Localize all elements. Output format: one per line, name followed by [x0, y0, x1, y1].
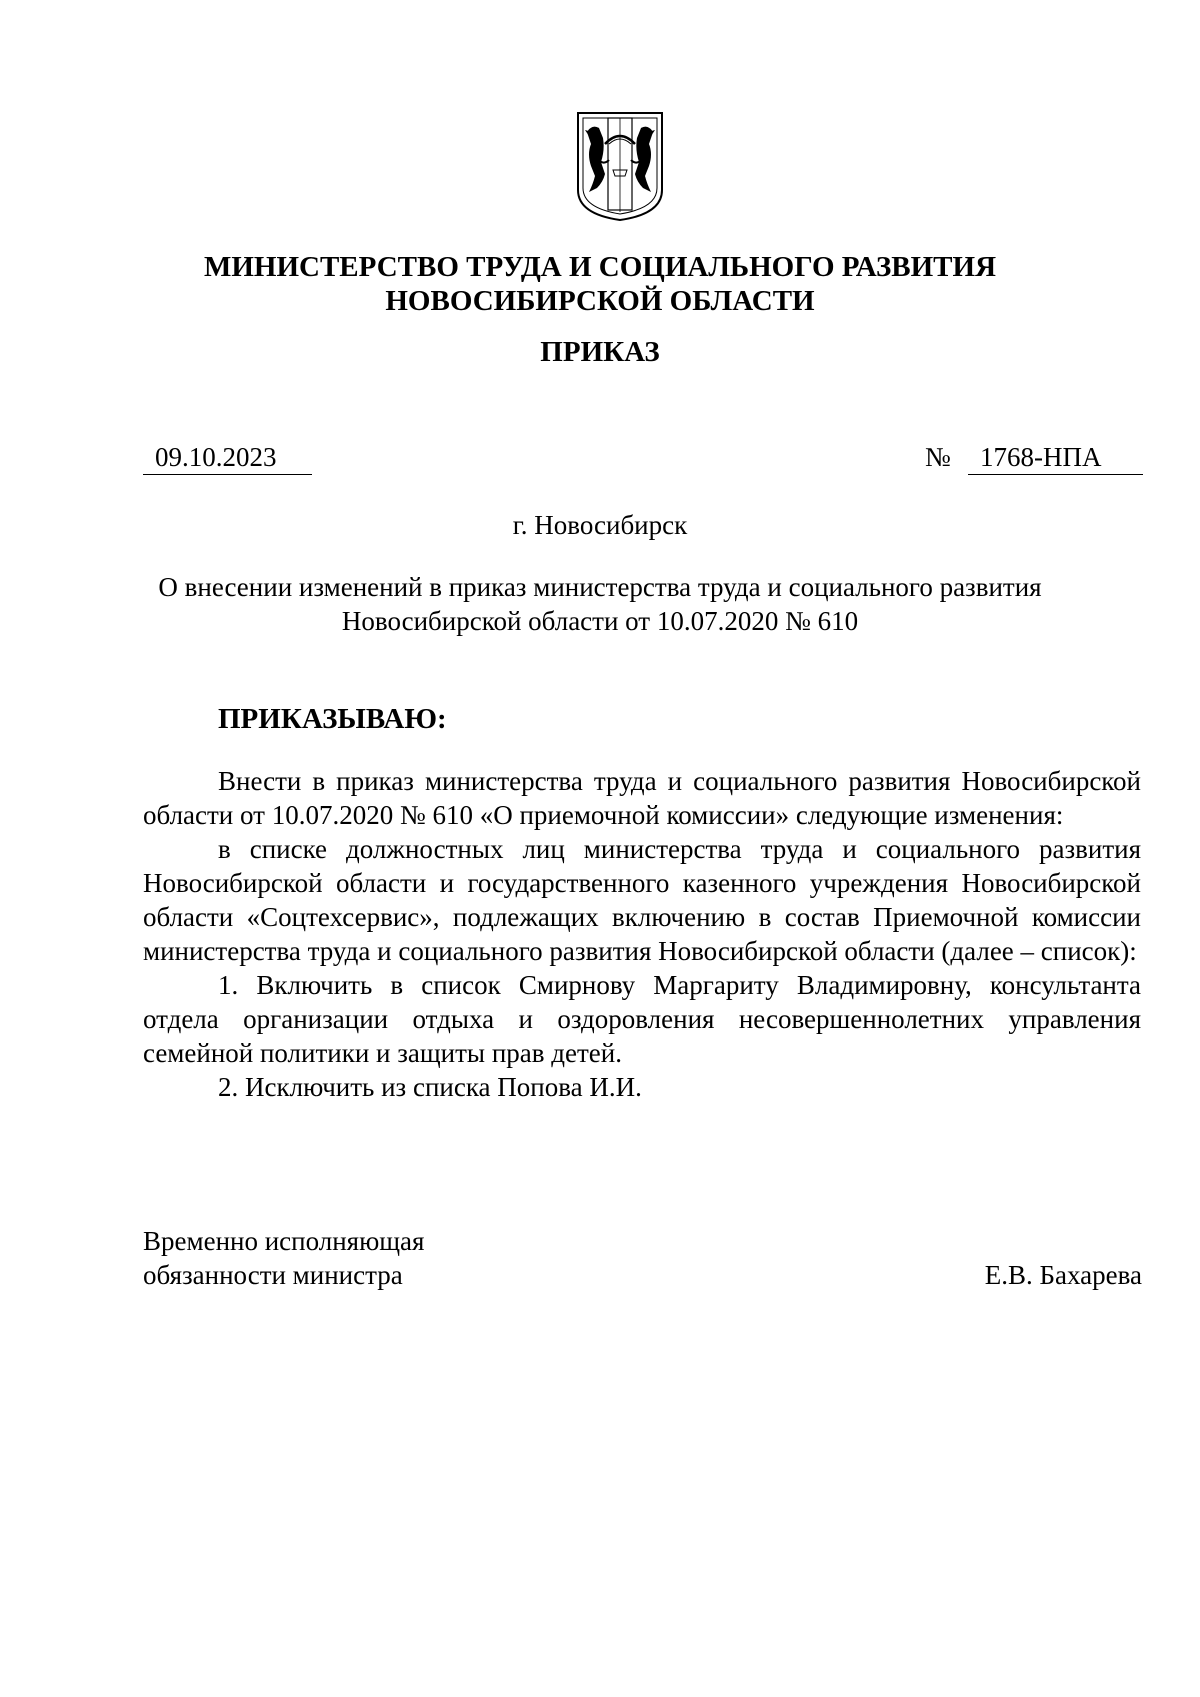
body-paragraph: 1. Включить в список Смирнову Маргариту Владимировну, консультанта отдела организации отдыха и оздоровления несовершеннолетних управления семейной политики и защиты прав детей. [143, 970, 1141, 1068]
ministry-title [0, 250, 1200, 318]
document-number: 1768-НПА [968, 440, 1143, 475]
subject-line2: Новосибирской области от 10.07.2020 № 610 [341, 606, 859, 636]
signatory-name: Е.В. Бахарева [984, 1260, 1142, 1290]
number-sign: № [925, 442, 951, 472]
document-subject [0, 570, 1200, 638]
body-paragraph: 2. Исключить из списка Попова И.И. [218, 1072, 642, 1102]
document-type: ПРИКАЗ [540, 336, 660, 368]
signatory-position-line2: обязанности министра [143, 1260, 403, 1290]
signatory-position-line1: Временно исполняющая [143, 1226, 425, 1256]
document-city: г. Новосибирск [512, 510, 688, 540]
ministry-title-line2: НОВОСИБИРСКОЙ ОБЛАСТИ [385, 285, 815, 317]
document-body [143, 764, 1141, 1104]
signatory-position [143, 1224, 424, 1292]
body-paragraph: Внести в приказ министерства труда и социального развития Новосибирской области от 10.07.2020 № 610 «О приемочной комиссии» следующие изменения: [143, 766, 1141, 830]
body-paragraph: в списке должностных лиц министерства труда и социального развития Новосибирской области и государственного казенного учреждения Новосибирской области «Соцтехсервис», подлежащих включению в состав Приемочной комиссии министерства труда и социального развития Новосибирской области (далее – список): [143, 834, 1141, 966]
order-word: ПРИКАЗЫВАЮ: [218, 703, 447, 735]
subject-line1: О внесении изменений в приказ министерства труда и социального развития [158, 572, 1042, 602]
date-number-row [0, 440, 1200, 480]
ministry-title-line1: МИНИСТЕРСТВО ТРУДА И СОЦИАЛЬНОГО РАЗВИТИЯ [203, 251, 997, 283]
novosibirsk-coat-of-arms-icon [575, 110, 665, 222]
document-date: 09.10.2023 [143, 440, 312, 475]
